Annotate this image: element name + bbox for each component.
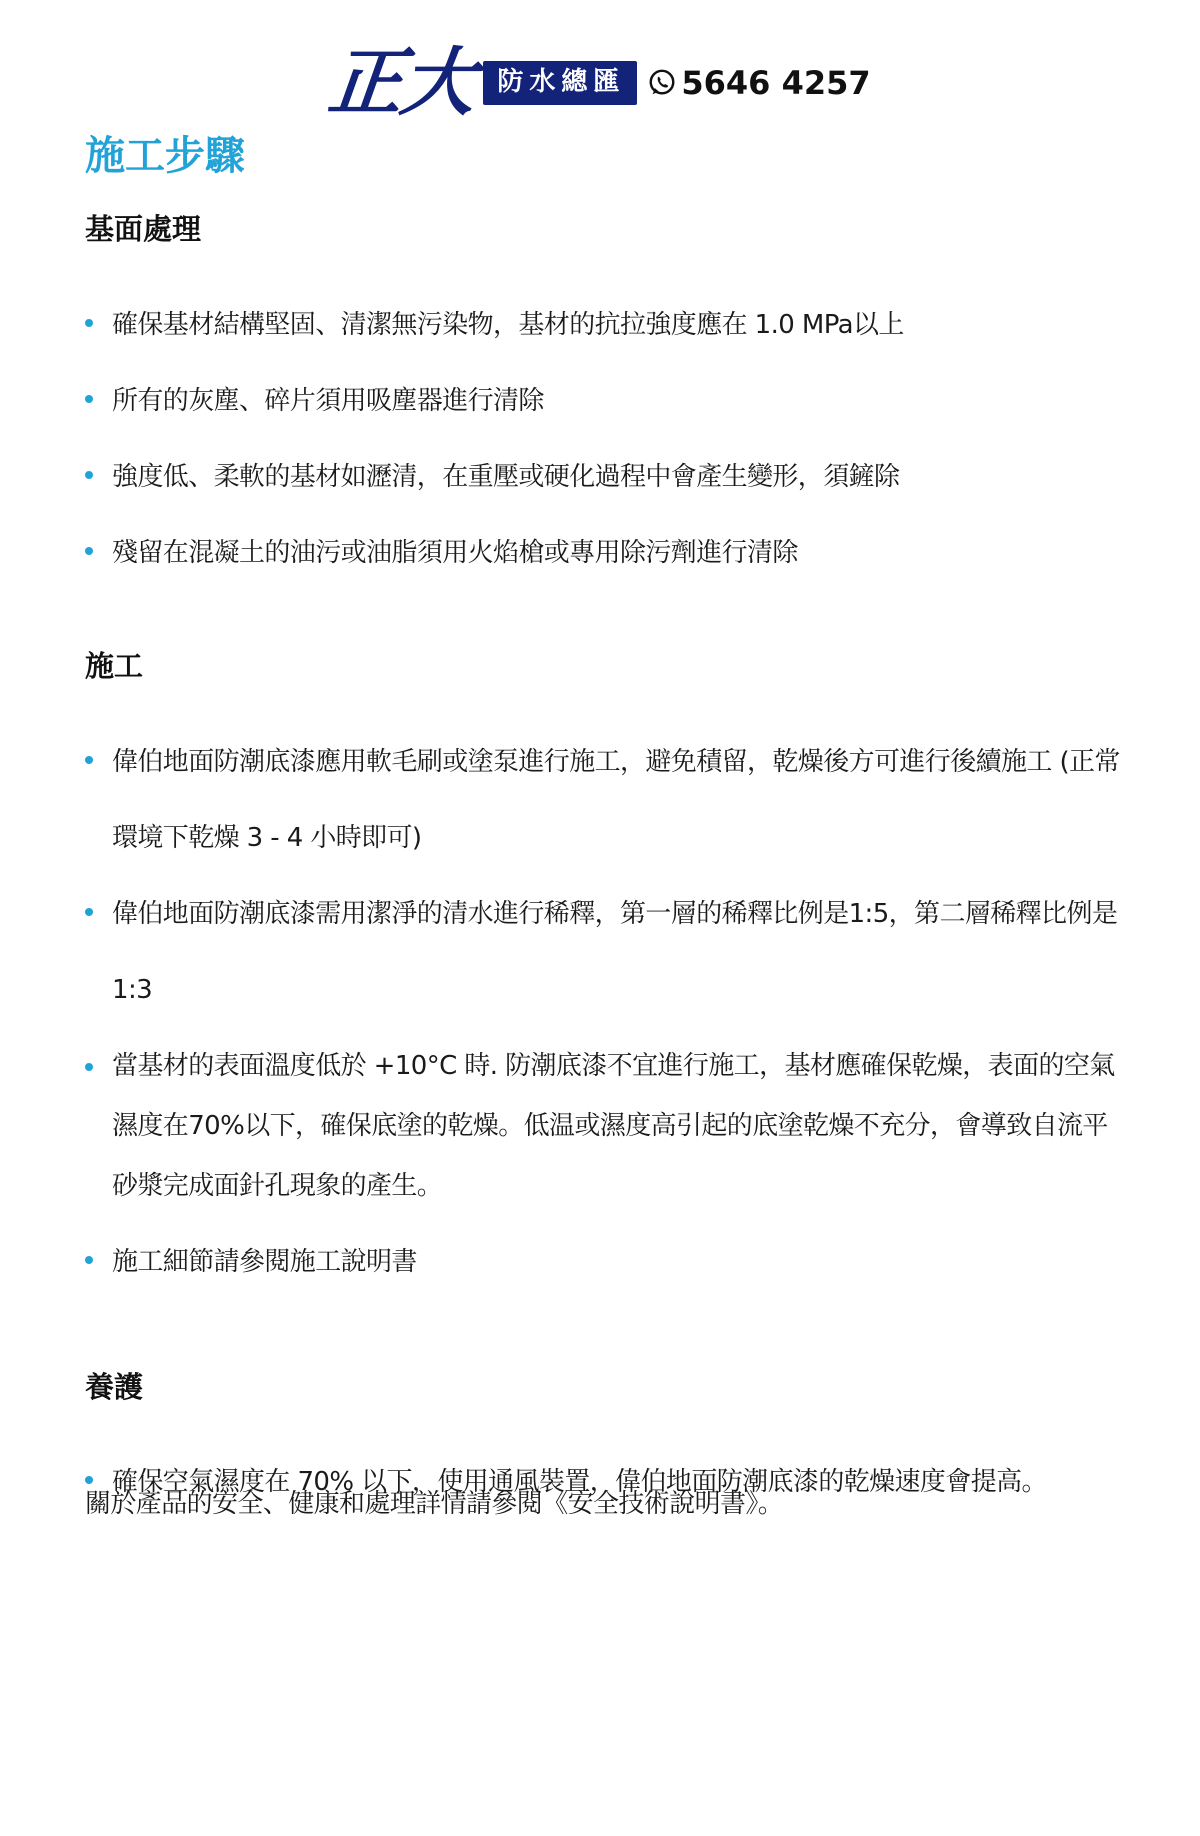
list-item-text: 施工細節請參閱施工說明書	[112, 1246, 417, 1277]
brand-logo-name: 正大	[324, 40, 478, 126]
list-item	[85, 876, 1125, 1028]
section-heading: 施工	[85, 648, 144, 683]
list-item	[85, 1036, 1125, 1216]
phone-number[interactable]: 5646 4257	[681, 64, 871, 102]
list-item-text: 強度低、柔軟的基材如瀝清，在重壓或硬化過程中會產生變形，須鏟除	[112, 461, 900, 492]
bullet-dot-icon	[85, 319, 93, 327]
bullet-list	[85, 287, 1125, 591]
list-item-text: 確保基材結構堅固、清潔無污染物，基材的抗拉強度應在 1.0 MPa以上	[112, 309, 904, 340]
bullet-dot-icon	[85, 547, 93, 555]
list-item	[85, 515, 1125, 591]
brand-header	[0, 38, 1200, 128]
whatsapp-icon	[647, 68, 677, 98]
list-item	[85, 363, 1125, 439]
list-item-text: 殘留在混凝土的油污或油脂須用火焰槍或專用除污劑進行清除	[112, 537, 798, 568]
list-item-text: 偉伯地面防潮底漆需用潔淨的清水進行稀釋，第一層的稀釋比例是1:5，第二層稀釋比例是1:3	[112, 898, 1118, 1005]
section-application	[85, 649, 1125, 1300]
list-item-text: 確保空氣濕度在 70% 以下，使用通風裝置，偉伯地面防潮底漆的乾燥速度會提高。	[112, 1467, 1047, 1498]
section-heading: 養護	[85, 1369, 144, 1404]
list-item	[85, 724, 1125, 876]
brand-logo-tagline: 防水總匯	[483, 61, 637, 104]
bullet-dot-icon	[85, 1063, 93, 1071]
bullet-list	[85, 724, 1125, 1300]
main-content	[85, 132, 1125, 1578]
phone-contact[interactable]	[647, 64, 870, 102]
page-title: 施工步驟	[85, 133, 245, 179]
list-item-text: 偉伯地面防潮底漆應用軟毛刷或塗泵進行施工，避免積留，乾燥後方可進行後續施工 (正常環境下乾燥 3 - 4 小時即可)	[112, 746, 1120, 853]
list-item	[85, 1224, 1125, 1300]
safety-footnote: 關於產品的安全、健康和處理詳情請參閱《安全技術說明書》。	[85, 1489, 784, 1519]
bullet-dot-icon	[85, 471, 93, 479]
bullet-dot-icon	[85, 908, 93, 916]
list-item-text: 所有的灰塵、碎片須用吸塵器進行清除	[112, 385, 544, 416]
bullet-dot-icon	[85, 395, 93, 403]
bullet-dot-icon	[85, 756, 93, 764]
list-item	[85, 439, 1125, 515]
list-item	[85, 287, 1125, 363]
section-heading: 基面處理	[85, 212, 202, 246]
section-surface-prep	[85, 212, 1125, 591]
list-item-text: 當基材的表面溫度低於 +10°C 時. 防潮底漆不宜進行施工，基材應確保乾燥，表面的空氣濕度在70%以下，確保底塗的乾燥。低温或濕度高引起的底塗乾燥不充分，會導致自流平砂漿完成面針孔現象的產生。	[112, 1050, 1115, 1201]
bullet-dot-icon	[85, 1256, 93, 1264]
